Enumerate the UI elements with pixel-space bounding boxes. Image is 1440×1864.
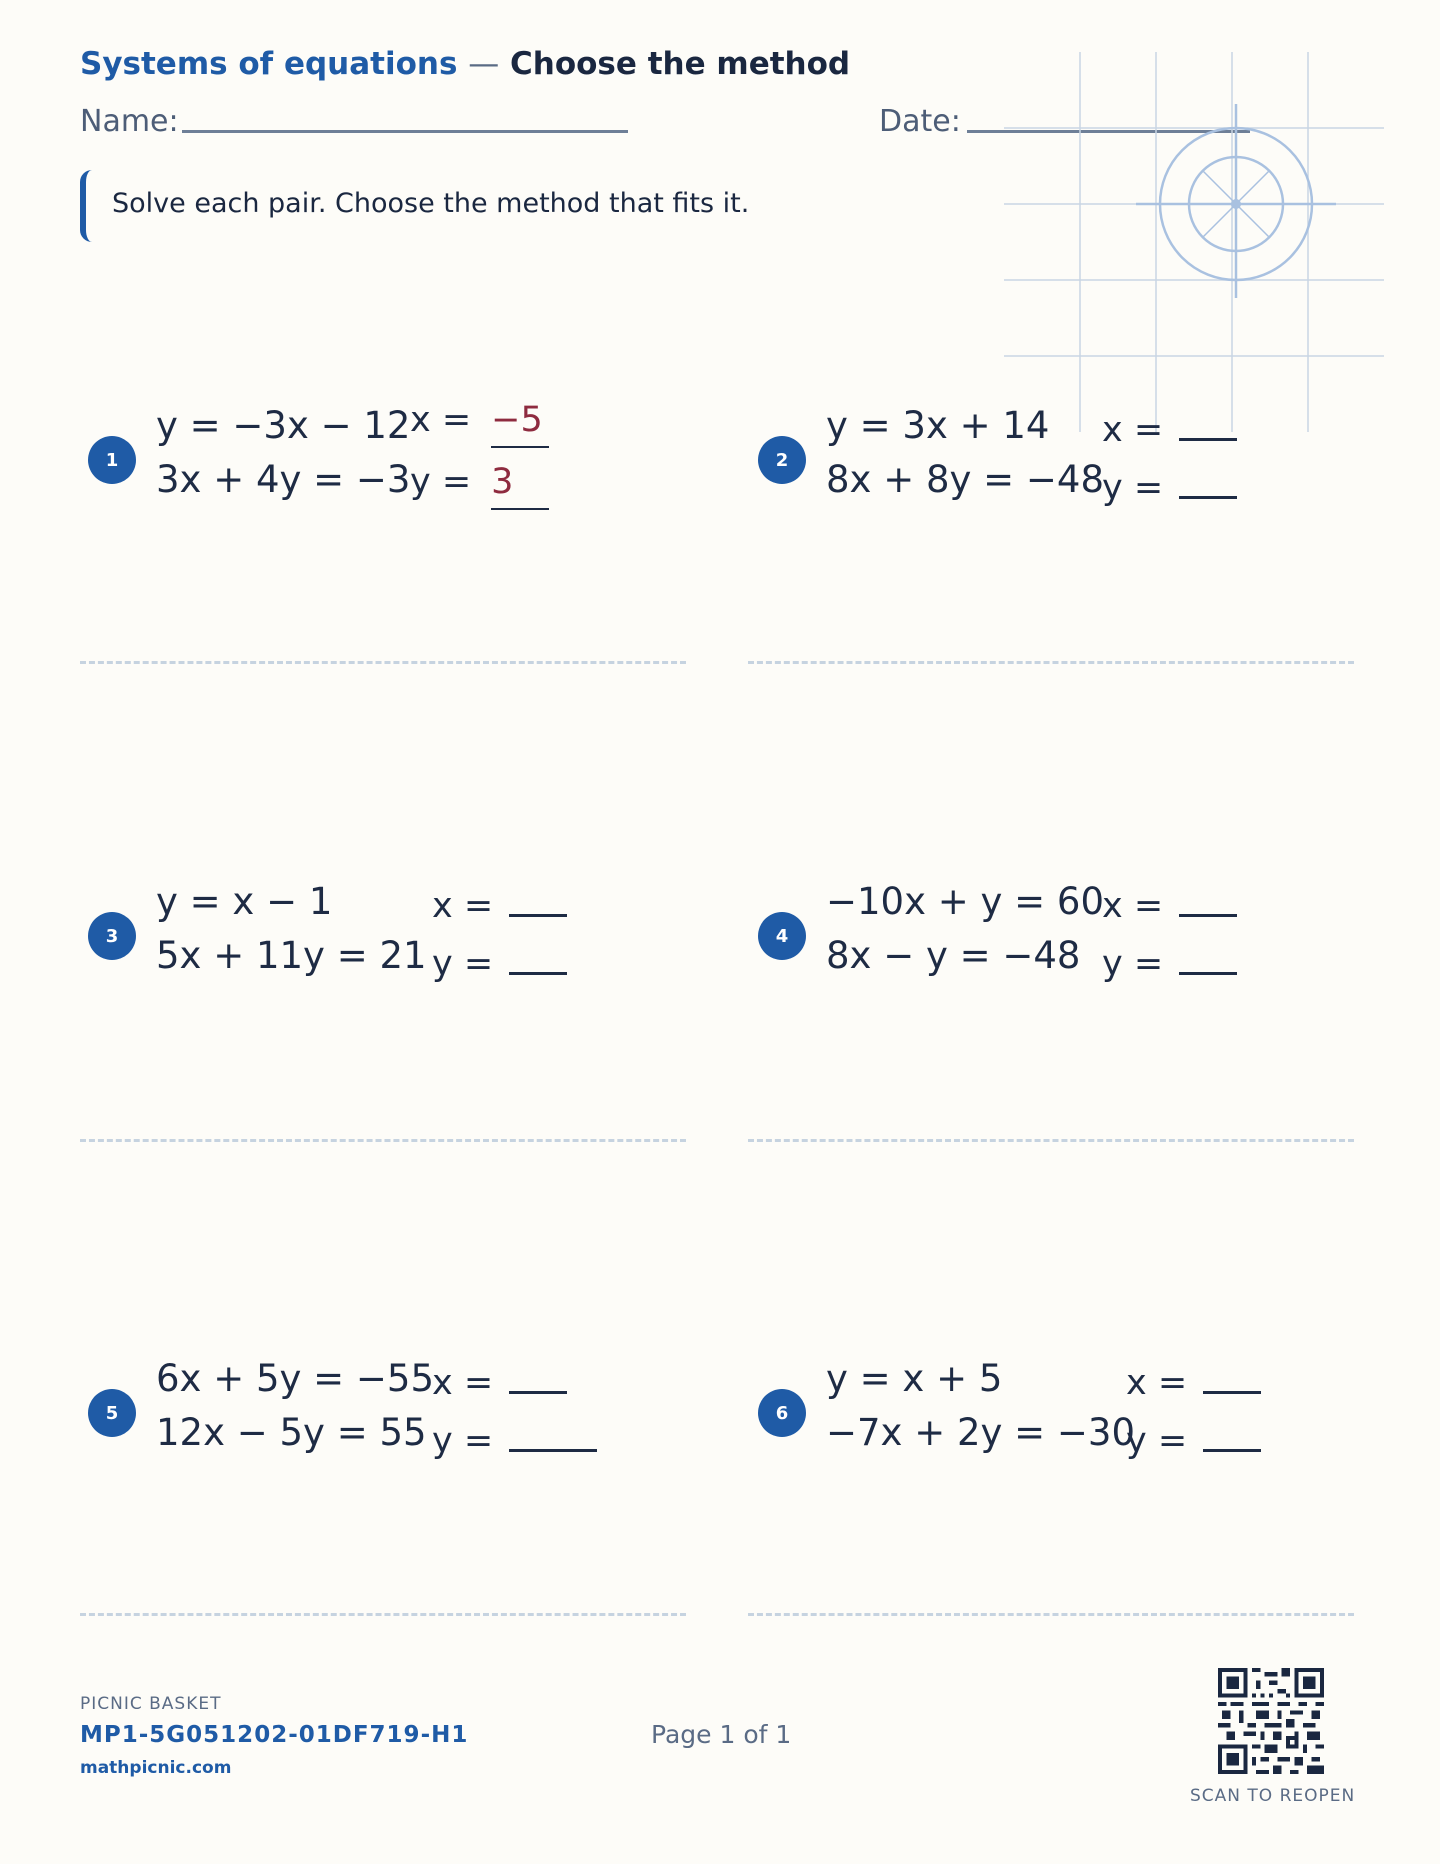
equation-2: 12x − 5y = 55: [156, 1411, 427, 1454]
x-answer-row: [1102, 404, 1237, 450]
title-method: Choose the method: [510, 46, 851, 82]
y-answer-field[interactable]: [509, 1415, 597, 1452]
x-answer-field[interactable]: [1179, 880, 1237, 917]
section-divider: [748, 1613, 1354, 1616]
section-divider: [80, 1139, 686, 1142]
page-title: [80, 46, 850, 82]
section-divider: [80, 661, 686, 664]
y-label: y =: [1102, 468, 1164, 508]
equation-1: y = x − 1: [156, 880, 333, 923]
problem-number-badge: 6: [758, 1389, 806, 1437]
equation-1: −10x + y = 60: [826, 880, 1105, 923]
x-answer-row: [432, 1357, 567, 1403]
x-answer-row: [1126, 1357, 1261, 1403]
worksheet-code: MP1-5G051202-01DF719-H1: [80, 1722, 469, 1748]
y-answer-field[interactable]: [1203, 1415, 1261, 1452]
name-field[interactable]: [182, 130, 628, 133]
x-label: x =: [432, 1363, 494, 1403]
instruction-bracket: [80, 170, 94, 242]
scan-label: SCAN TO REOPEN: [1190, 1786, 1356, 1806]
x-answer-field[interactable]: [509, 1357, 567, 1394]
equation-2: −7x + 2y = −30: [826, 1411, 1136, 1454]
site-link[interactable]: mathpicnic.com: [80, 1758, 232, 1778]
x-label: x =: [1126, 1363, 1188, 1403]
page-number: Page 1 of 1: [651, 1720, 792, 1749]
x-answer-field[interactable]: [1179, 404, 1237, 441]
x-label: x =: [1102, 410, 1164, 450]
y-answer-field[interactable]: 3: [491, 462, 549, 510]
problem-number-badge: 2: [758, 436, 806, 484]
section-divider: [80, 1613, 686, 1616]
x-label: x =: [410, 400, 472, 440]
target-crosshair-icon: [1004, 52, 1384, 432]
brand-label: PICNIC BASKET: [80, 1694, 222, 1714]
equation-1: 6x + 5y = −55: [156, 1357, 435, 1400]
y-answer-row: [1102, 462, 1237, 508]
y-answer-row: [432, 938, 567, 984]
equation-2: 8x − y = −48: [826, 934, 1081, 977]
equation-2: 5x + 11y = 21: [156, 934, 427, 977]
y-answer-row: [1126, 1415, 1261, 1461]
y-label: y =: [1102, 944, 1164, 984]
x-answer-field[interactable]: [509, 880, 567, 917]
y-answer-row: [1102, 938, 1237, 984]
x-label: x =: [432, 886, 494, 926]
date-label: Date:: [879, 104, 961, 139]
instruction-box: [80, 170, 780, 242]
section-divider: [748, 661, 1354, 664]
problem-3: [80, 880, 720, 1010]
equation-1: y = 3x + 14: [826, 404, 1050, 447]
y-answer-field[interactable]: [1179, 938, 1237, 975]
problem-2: [750, 404, 1390, 534]
x-label: x =: [1102, 886, 1164, 926]
y-answer-row: [410, 462, 549, 510]
y-answer-field[interactable]: [509, 938, 567, 975]
problem-1: [80, 400, 720, 534]
y-label: y =: [432, 1421, 494, 1461]
problem-number-badge: 4: [758, 912, 806, 960]
problem-5: [80, 1357, 720, 1487]
y-answer-row: [432, 1415, 597, 1461]
equation-2: 8x + 8y = −48: [826, 458, 1105, 501]
problem-4: [750, 880, 1390, 1010]
problem-number-badge: 5: [88, 1389, 136, 1437]
x-answer-row: [410, 400, 549, 448]
problem-number-badge: 1: [88, 436, 136, 484]
equation-1: y = −3x − 12: [156, 404, 411, 447]
y-label: y =: [1126, 1421, 1188, 1461]
equation-1: y = x + 5: [826, 1357, 1003, 1400]
y-label: y =: [410, 462, 472, 502]
y-answer-field[interactable]: [1179, 462, 1237, 499]
x-answer-field[interactable]: −5: [491, 400, 549, 448]
x-answer-field[interactable]: [1203, 1357, 1261, 1394]
problem-6: [750, 1357, 1390, 1487]
section-divider: [748, 1139, 1354, 1142]
problem-number-badge: 3: [88, 912, 136, 960]
name-label: Name:: [80, 104, 179, 139]
qr-code-icon[interactable]: [1218, 1668, 1324, 1774]
equation-2: 3x + 4y = −3: [156, 458, 411, 501]
instruction-text: Solve each pair. Choose the method that fits it.: [112, 188, 750, 219]
title-topic: Systems of equations: [80, 46, 458, 82]
x-answer-row: [432, 880, 567, 926]
x-answer-row: [1102, 880, 1237, 926]
title-separator: —: [468, 46, 500, 82]
y-label: y =: [432, 944, 494, 984]
